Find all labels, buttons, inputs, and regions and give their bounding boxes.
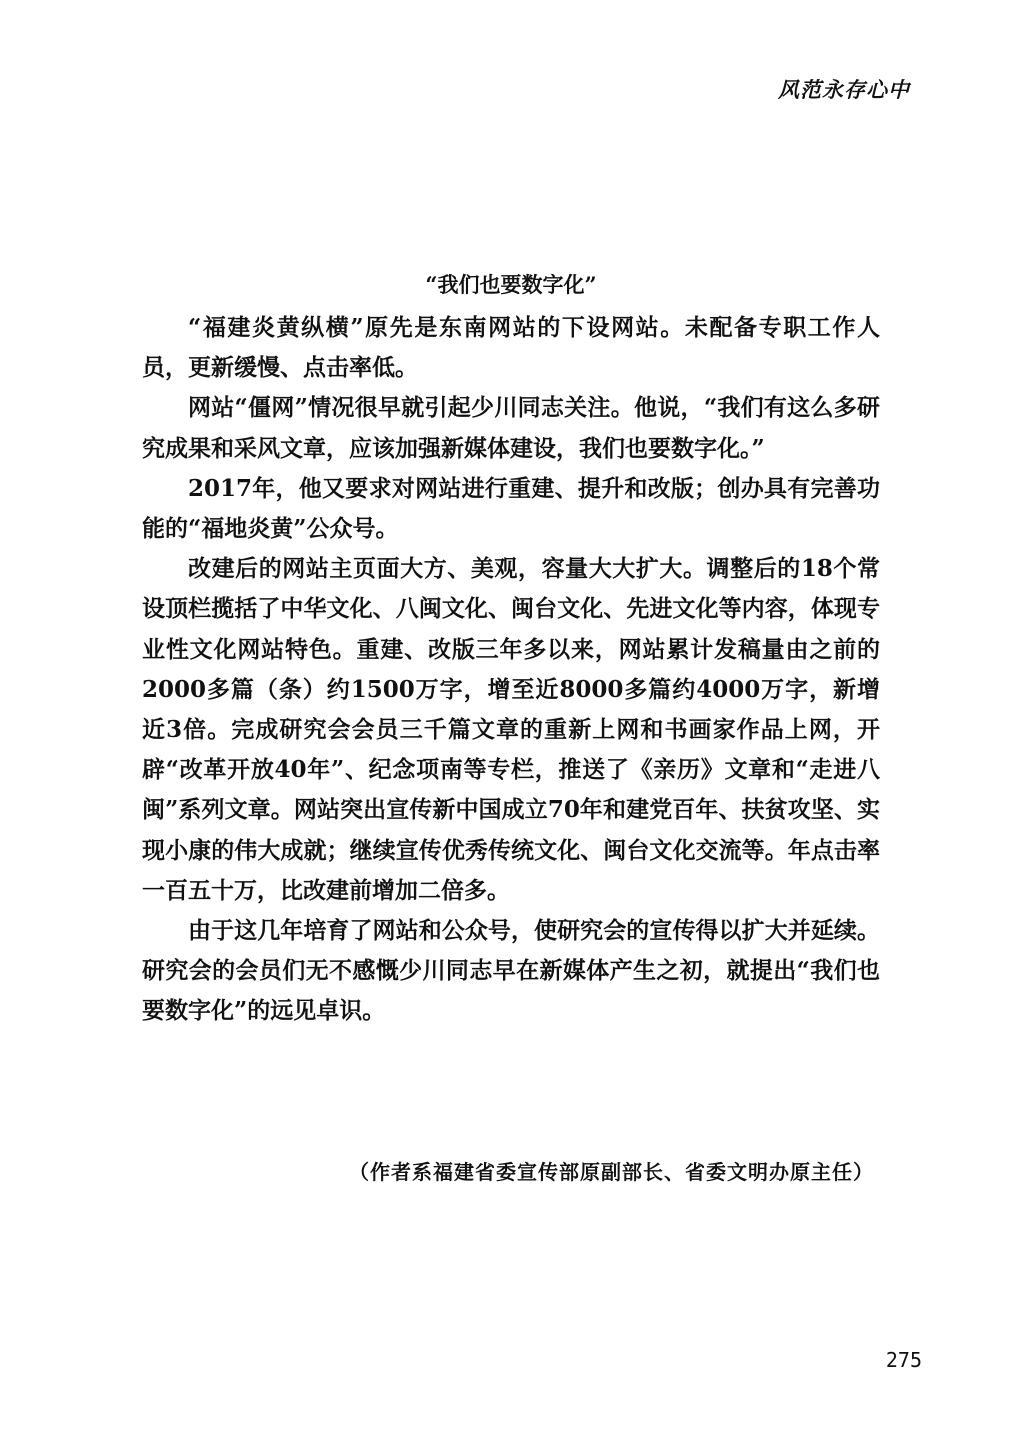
article-title: “我们也要数字化”	[425, 272, 597, 297]
paragraph-3: 2017年，他又要求对网站进行重建、提升和改版；创办具有完善功能的“福地炎黄”公众号。	[142, 474, 880, 543]
running-head: 风范永存心中	[778, 77, 910, 102]
article-body	[142, 262, 880, 1032]
paragraph-2: 网站“僵网”情况很早就引起少川同志关注。他说，“我们有这么多研究成果和采风文章，应该加强新媒体建设，我们也要数字化。”	[142, 394, 880, 462]
author-byline: （作者系福建省委宣传部原副部长、省委文明办原主任）	[349, 1160, 874, 1184]
page-number: 275	[885, 1348, 922, 1372]
paragraph-4: 改建后的网站主页面大方、美观，容量大大扩大。调整后的18个常设顶栏揽括了中华文化、八闽文化、闽台文化、先进文化等内容，体现专业性文化网站特色。重建、改版三年多以来，网站累计发稿量由之前的2000多篇（条）约1500万字，增至近8000多篇约4000万字，新增近3倍。完成研究会会员三千篇文章的重新上网和书画家作品上网，开辟“改革开放40年”、纪念项南等专栏，推送了《亲历》文章和“走进八闽”系列文章。网站突出宣传新中国成立70年和建党百年、扶贫攻坚、实现小康的伟大成就；继续宣传优秀传统文化、闽台文化交流等。年点击率一百五十万，比改建前增加二倍多。	[142, 555, 880, 904]
paragraph-1: “福建炎黄纵横”原先是东南网站的下设网站。未配备专职工作人员，更新缓慢、点击率低。	[142, 314, 880, 382]
paragraph-5: 由于这几年培育了网站和公众号，使研究会的宣传得以扩大并延续。研究会的会员们无不感慨少川同志早在新媒体产生之初，就提出“我们也要数字化”的远见卓识。	[142, 917, 880, 1025]
